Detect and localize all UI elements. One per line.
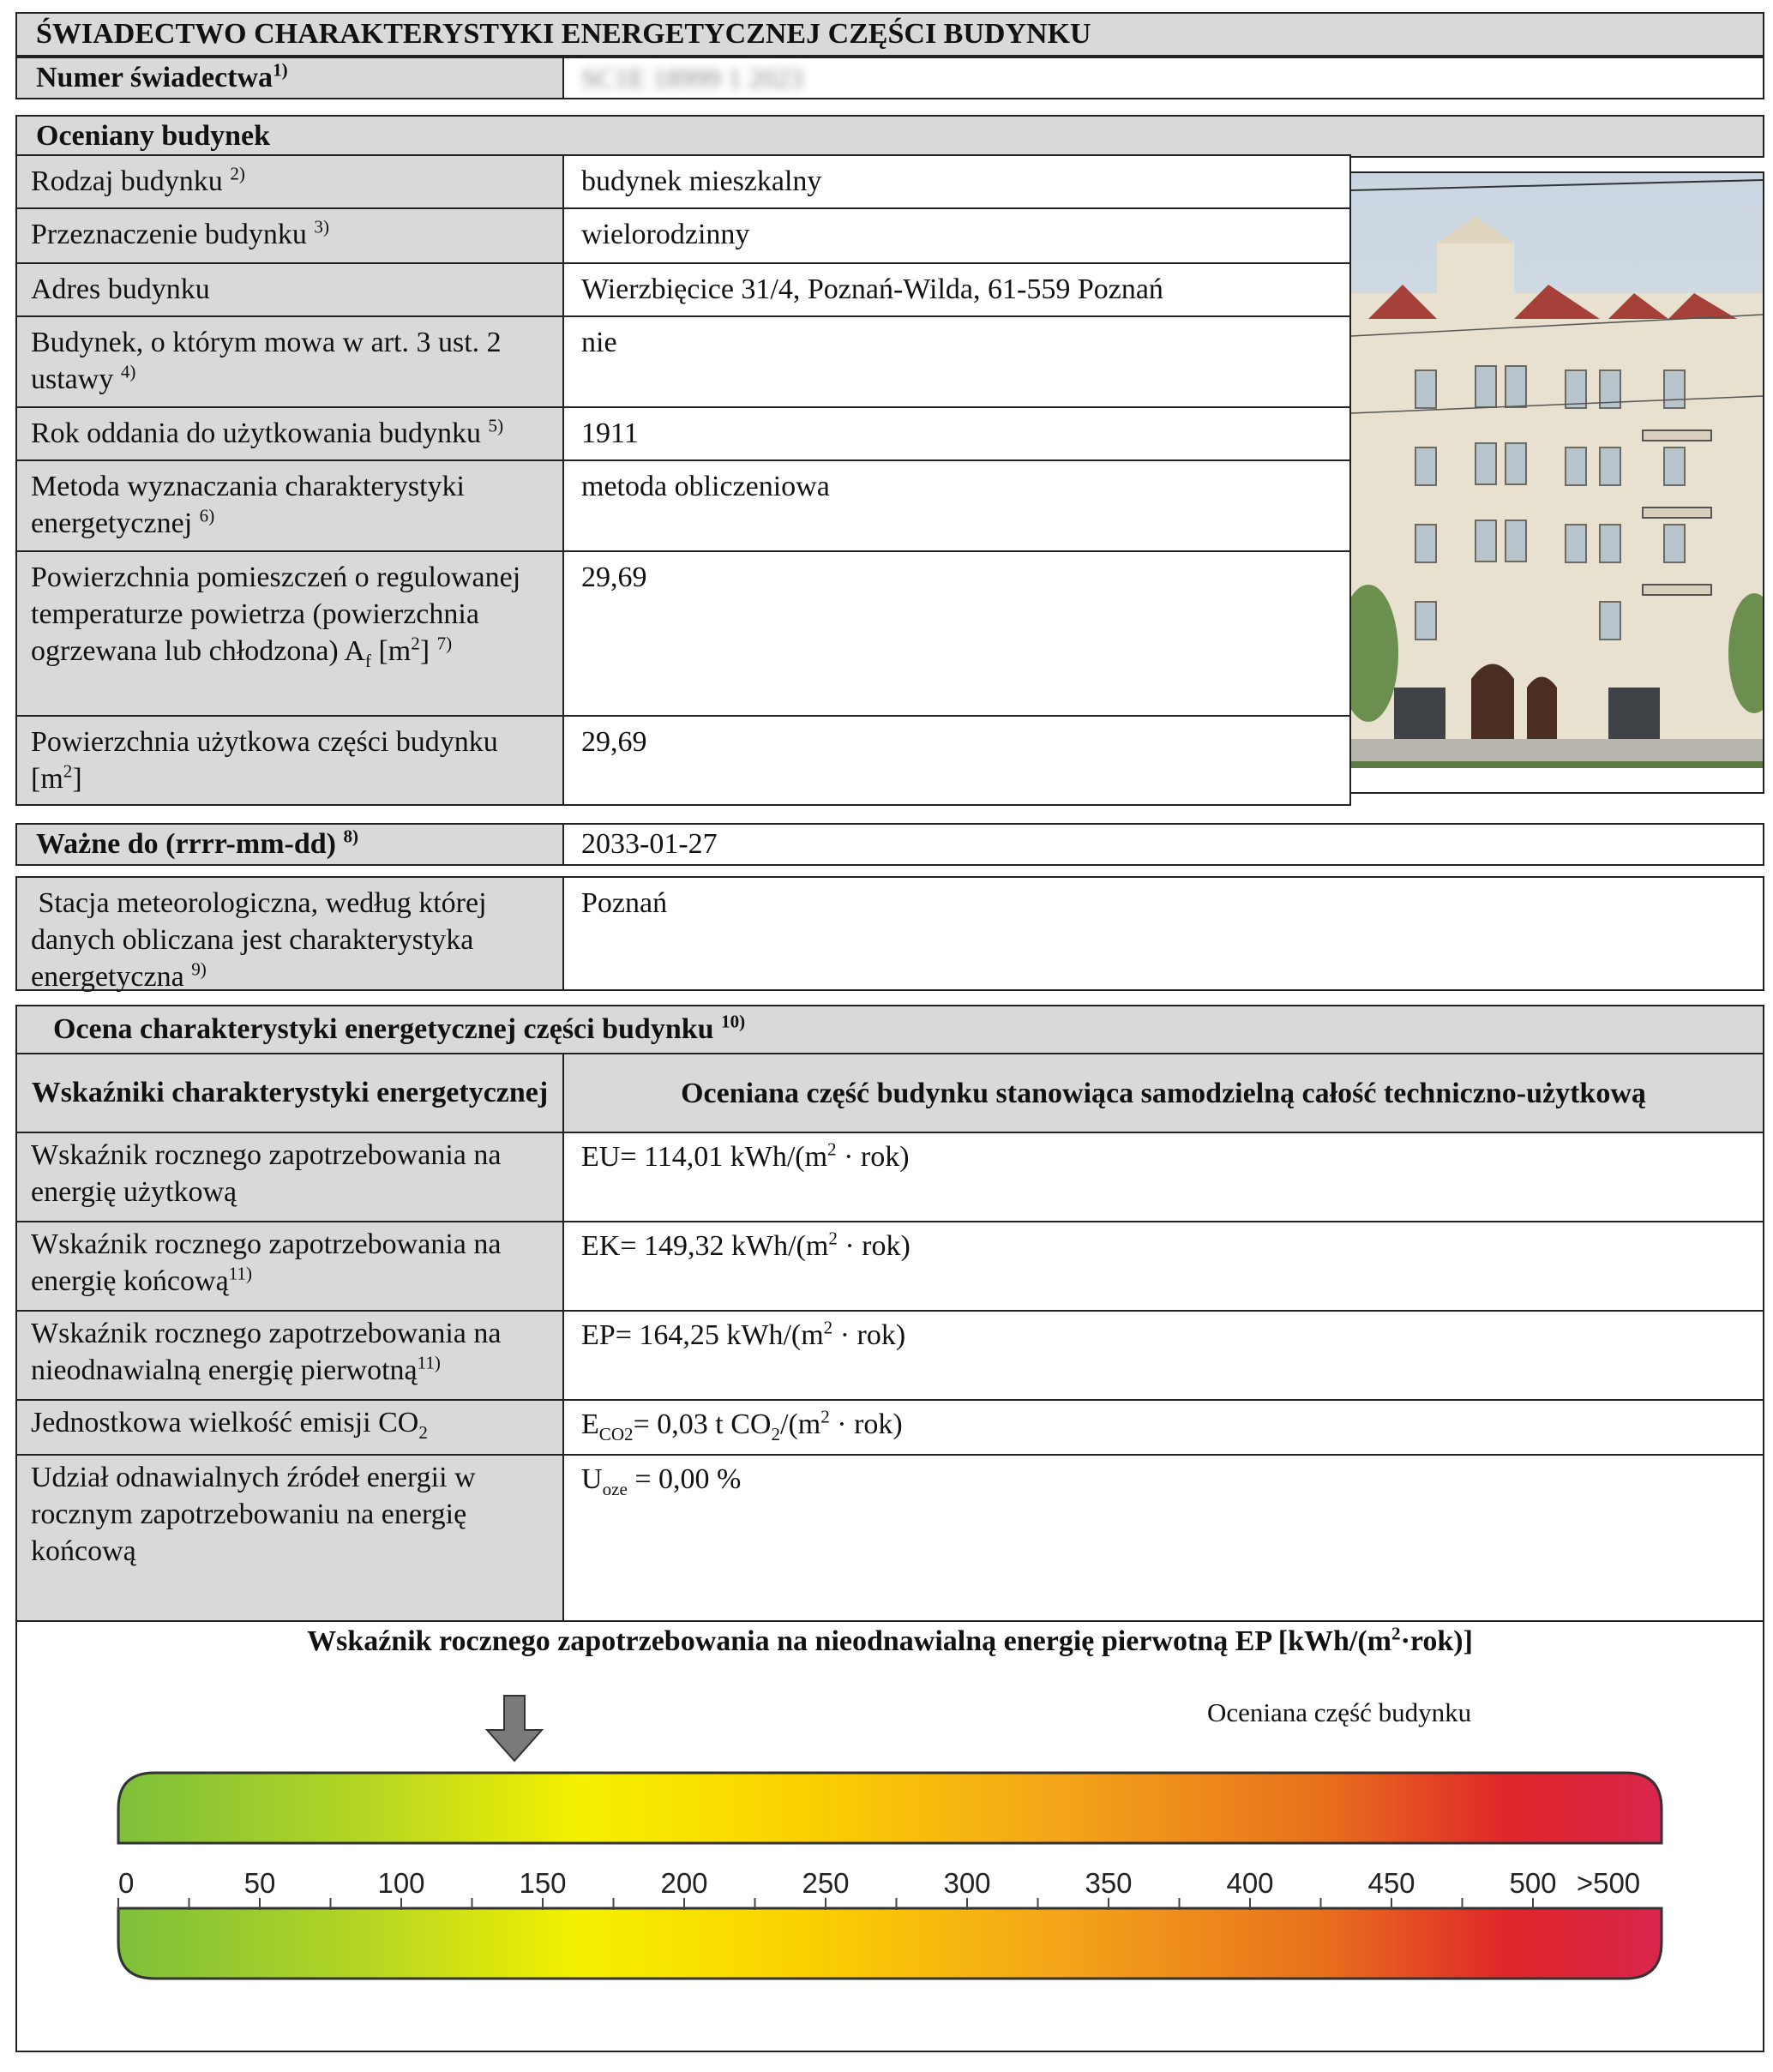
building-row-label: Rodzaj budynku $^{2)}$ bbox=[15, 154, 564, 209]
assessed-building-heading-text: Oceniany budynek bbox=[36, 120, 271, 152]
ep-scale-title-end: ·rok)] bbox=[1400, 1625, 1473, 1657]
building-row-label: Rok oddania do użytkowania budynku $^{5)}$ bbox=[15, 406, 564, 461]
evaluation-col1-header-text: Wskaźniki charakterystyki energetycznej bbox=[31, 1077, 549, 1108]
ep-scale-tick-label: 350 bbox=[1085, 1867, 1133, 1899]
ep-scale-bar-bottom bbox=[118, 1908, 1662, 1979]
valid-until-label-text: Ważne do (rrrr-mm-dd) $^{8)}$ bbox=[36, 826, 359, 860]
building-row-value: metoda obliczeniowa bbox=[562, 459, 1351, 552]
ep-scale-tick-label: 300 bbox=[943, 1867, 991, 1899]
evaluation-row-value: $E_{CO2}= 0,03$ t $CO_2/(m^2 \cdot rok)$ bbox=[562, 1399, 1764, 1456]
ep-scale-tick-label: 200 bbox=[660, 1867, 708, 1899]
ep-scale-tick-label: 150 bbox=[519, 1867, 567, 1899]
ep-scale-tick-label: >500 bbox=[1576, 1867, 1641, 1899]
building-row-value: 29,69 bbox=[562, 550, 1351, 717]
title-text: ŚWIADECTWO CHARAKTERYSTYKI ENERGETYCZNEJ CZĘŚCI BUDYNKU bbox=[36, 18, 1091, 50]
cert-number-value-text: SC1E 18999 1 2023 bbox=[581, 62, 803, 93]
ep-marker-arrow-icon bbox=[487, 1696, 542, 1761]
ep-scale-bar-top bbox=[118, 1773, 1662, 1843]
evaluation-col2-header-text: Oceniana część budynku stanowiąca samodzielną całość techniczno-użytkową bbox=[681, 1077, 1646, 1109]
evaluation-heading-text: Ocena charakterystyki energetycznej części budynku $^{10)}$ bbox=[53, 1011, 746, 1045]
building-row-label: Metoda wyznaczania charakterystyki energetycznej $^{6)}$ bbox=[15, 459, 564, 552]
building-row-value: budynek mieszkalny bbox=[562, 154, 1351, 209]
evaluation-row-label: Wskaźnik rocznego zapotrzebowania na energię użytkową bbox=[15, 1132, 564, 1222]
ep-scale-tick-label: 50 bbox=[243, 1867, 276, 1899]
ep-scale-tick-label: 100 bbox=[377, 1867, 425, 1899]
cert-number-label-text: Numer świadectwa$^{1)}$ bbox=[36, 59, 288, 93]
building-row-label: Budynek, o którym mowa w art. 3 ust. 2 ustawy $^{4)}$ bbox=[15, 315, 564, 408]
valid-until-value-text: 2033-01-27 bbox=[581, 828, 718, 860]
evaluation-row-label: Wskaźnik rocznego zapotrzebowania na nieodnawialną energię pierwotną$^{11)}$ bbox=[15, 1310, 564, 1401]
building-row-value: nie bbox=[562, 315, 1351, 408]
ep-scale-tick-label: 250 bbox=[802, 1867, 850, 1899]
building-row-value: 29,69 bbox=[562, 715, 1351, 806]
weather-station-value-text: Poznań bbox=[581, 887, 668, 919]
building-row-value: 1911 bbox=[562, 406, 1351, 461]
evaluation-row-value: EP= 164,25 kWh/$(m^2 \cdot rok)$ bbox=[562, 1310, 1764, 1401]
evaluation-row-value: EK= 149,32 kWh/$(m^2 \cdot rok)$ bbox=[562, 1221, 1764, 1312]
weather-station-label-text: Stacja meteorologiczna, według której danych obliczana jest charakterystyka energetyczna $^{9)}$ bbox=[31, 887, 487, 993]
building-row-label: Przeznaczenie budynku $^{3)}$ bbox=[15, 207, 564, 264]
ep-scale-tick-label: 450 bbox=[1367, 1867, 1415, 1899]
building-row-label: Powierzchnia pomieszczeń o regulowanej temperaturze powietrza (powierzchnia ogrzewana lub chłodzona) $A_f$ $[m^2]$ $^{7)}$ bbox=[15, 550, 564, 717]
ep-scale-title-text: Wskaźnik rocznego zapotrzebowania na nieodnawialną energię pierwotną EP [kWh/(m bbox=[307, 1625, 1392, 1657]
evaluation-row-label: Wskaźnik rocznego zapotrzebowania na energię końcową$^{11)}$ bbox=[15, 1221, 564, 1312]
ep-scale-tick-label: 400 bbox=[1226, 1867, 1274, 1899]
evaluation-row-label: Udział odnawialnych źródeł energii w rocznym zapotrzebowaniu na energię końcową bbox=[15, 1454, 564, 1622]
building-row-value: Wierzbięcice 31/4, Poznań-Wilda, 61-559 Poznań bbox=[562, 262, 1351, 317]
building-row-label: Adres budynku bbox=[15, 262, 564, 317]
ep-scale-tick-label: 0 bbox=[118, 1867, 135, 1899]
building-row-label: Powierzchnia użytkowa części budynku $[m^2]$ bbox=[15, 715, 564, 806]
evaluation-row-value: $U_{oze} = 0,00$ % bbox=[562, 1454, 1764, 1622]
evaluation-row-value: EU= 114,01 kWh/$(m^2 \cdot rok)$ bbox=[562, 1132, 1764, 1222]
building-row-value: wielorodzinny bbox=[562, 207, 1351, 264]
ep-scale-tick-label: 500 bbox=[1509, 1867, 1557, 1899]
ep-scale-title-sup: 2 bbox=[1391, 1623, 1401, 1644]
evaluation-row-label: Jednostkowa wielkość emisji $CO_2$ bbox=[15, 1399, 564, 1456]
ep-marker-label-text: Oceniana część budynku bbox=[1207, 1697, 1472, 1727]
